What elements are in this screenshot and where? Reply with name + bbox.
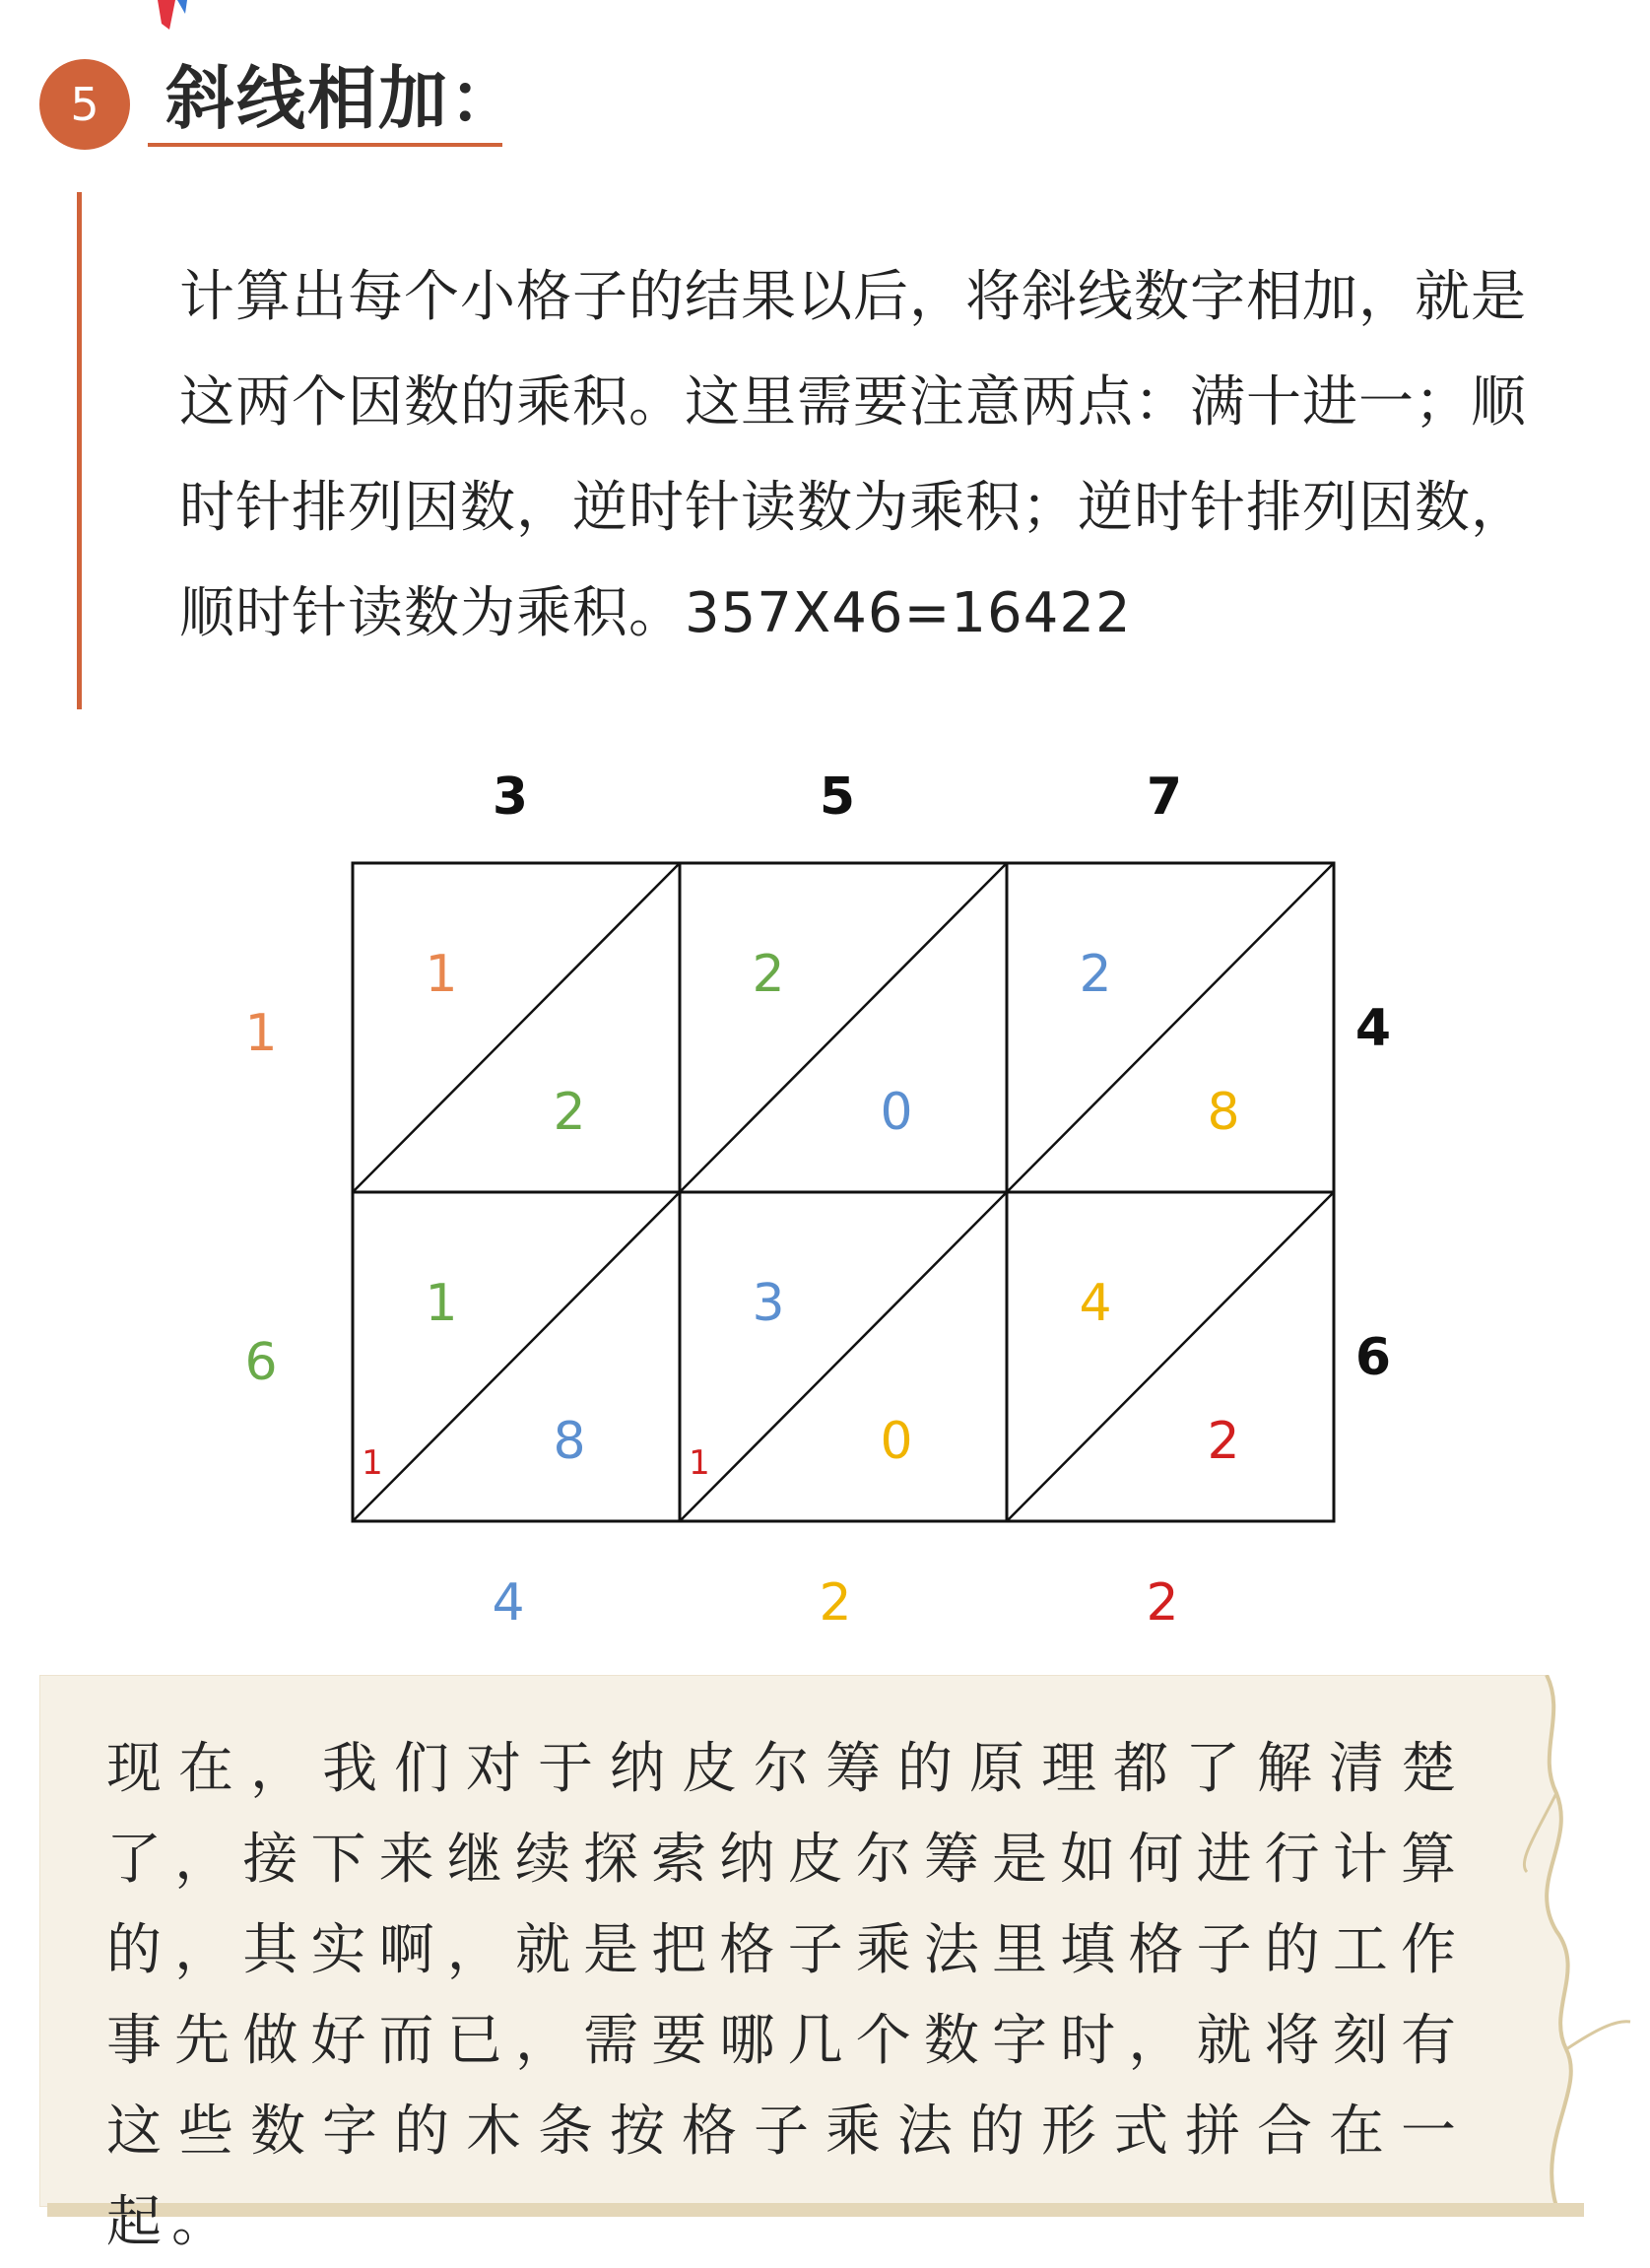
cell-ones-digit: 8 <box>553 1412 586 1471</box>
lattice-multiplication-diagram <box>0 749 1650 1655</box>
title-underline <box>148 143 502 147</box>
bottom-result-digit: 4 <box>492 1573 525 1633</box>
top-factor: 7 <box>1146 767 1183 827</box>
cell-diagonal <box>680 863 1007 1192</box>
left-result-digit: 1 <box>244 1004 278 1063</box>
cell-tens-digit: 2 <box>1079 945 1112 1004</box>
top-factor: 3 <box>492 767 529 827</box>
carry-digit: 1 <box>362 1443 383 1483</box>
cell-tens-digit: 2 <box>752 945 785 1004</box>
carry-digit: 1 <box>689 1443 710 1483</box>
note-paragraph: 现在，我们对于纳皮尔筹的原理都了解清楚了，接下来继续探索纳皮尔筹是如何进行计算的，其实啊，就是把格子乘法里填格子的工作事先做好而已，需要哪几个数字时，就将刻有这些数字的木条按格子乘法的形式拼合在一起。 <box>106 1737 1466 2254</box>
cell-tens-digit: 4 <box>1079 1274 1112 1333</box>
bottom-result-digit: 2 <box>1146 1573 1179 1633</box>
right-factor: 6 <box>1354 1328 1392 1387</box>
top-factor: 5 <box>819 767 856 827</box>
section-number: 5 <box>70 78 99 131</box>
left-result-digit: 6 <box>244 1333 278 1392</box>
cell-tens-digit: 3 <box>752 1274 785 1333</box>
cell-tens-digit: 1 <box>425 1274 458 1333</box>
cell-tens-digit: 1 <box>425 945 458 1004</box>
bottom-result-digit: 2 <box>819 1573 852 1633</box>
cell-ones-digit: 2 <box>1207 1412 1240 1471</box>
cell-diagonal <box>1007 863 1334 1192</box>
cell-ones-digit: 2 <box>553 1083 586 1142</box>
section-title: 斜线相加： <box>165 58 520 139</box>
torn-paper-edge <box>1517 1675 1635 2207</box>
intro-paragraph: 计算出每个小格子的结果以后，将斜线数字相加，就是这两个因数的乘积。这里需要注意两点：满十进一；顺时针排列因数，逆时针读数为乘积；逆时针排列因数，顺时针读数为乘积。357X46=16422 <box>179 265 1527 645</box>
cell-ones-digit: 0 <box>880 1083 913 1142</box>
cell-diagonal <box>353 1192 680 1521</box>
cell-ones-digit: 8 <box>1207 1083 1240 1142</box>
quote-bar <box>77 192 82 709</box>
cell-diagonal <box>1007 1192 1334 1521</box>
cell-ones-digit: 0 <box>880 1412 913 1471</box>
cell-diagonal <box>680 1192 1007 1521</box>
ribbon-decoration <box>148 0 236 39</box>
right-factor: 4 <box>1354 999 1392 1058</box>
cell-diagonal <box>353 863 680 1192</box>
section-number-badge <box>39 59 130 150</box>
